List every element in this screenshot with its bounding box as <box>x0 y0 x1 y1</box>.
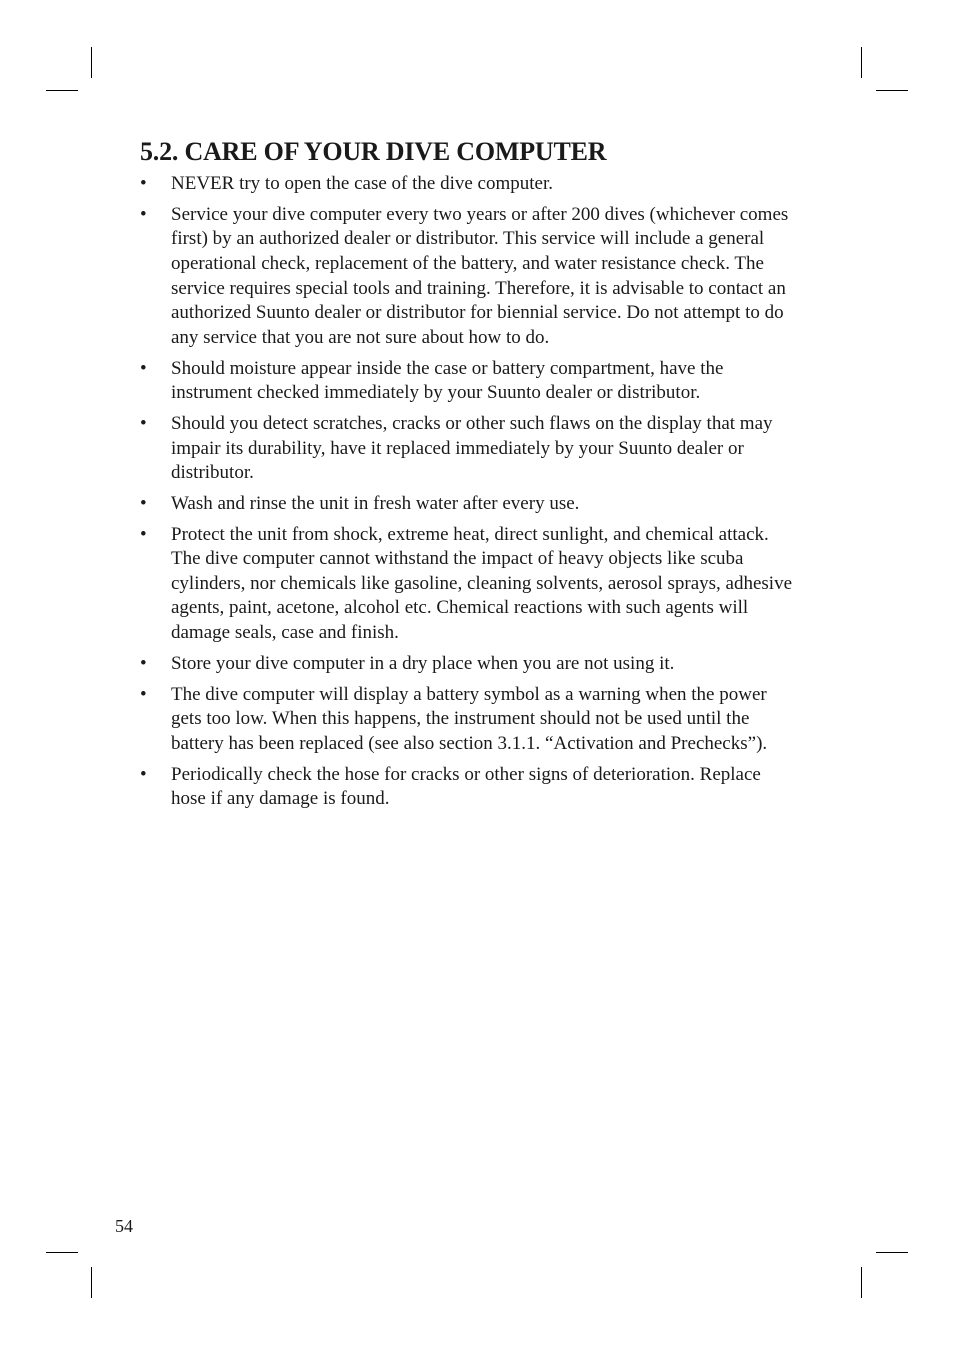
crop-mark-top-left-vertical <box>91 47 92 78</box>
bullet-icon: • <box>140 203 147 225</box>
bullet-icon: • <box>140 492 147 514</box>
bullet-icon: • <box>140 412 147 434</box>
bullet-icon: • <box>140 173 147 194</box>
crop-mark-bottom-right-horizontal <box>876 1252 908 1253</box>
list-item <box>140 203 800 351</box>
page-number: 54 <box>115 1216 133 1236</box>
list-item-text: NEVER try to open the case of the dive computer. <box>171 173 554 194</box>
crop-mark-bottom-left-horizontal <box>46 1252 78 1253</box>
bullet-icon: • <box>140 763 147 785</box>
list-item-text: The dive computer will display a battery symbol as a warning when the power gets too low. When this happens, the instrument should not be used until the battery has been replaced (see also section 3.1.1. “Activation and Prechecks”). <box>171 683 768 754</box>
crop-mark-bottom-left-vertical <box>91 1267 92 1298</box>
bullet-icon: • <box>140 523 147 545</box>
list-item <box>140 652 800 677</box>
care-instructions-list <box>140 172 800 818</box>
crop-mark-bottom-right-vertical <box>861 1267 862 1298</box>
bullet-icon: • <box>140 357 147 379</box>
list-item <box>140 357 800 406</box>
section-heading: 5.2. CARE OF YOUR DIVE COMPUTER <box>140 137 607 166</box>
crop-mark-top-right-horizontal <box>876 90 908 91</box>
list-item <box>140 683 800 757</box>
list-item-text: Service your dive computer every two years or after 200 dives (whichever comes first) by an authorized dealer or distributor. This service will include a general operational check, replacement of the battery, and water resistance check. The service requires special tools and training. Therefore, it is advisable to contact an authorized Suunto dealer or distributor for biennial service. Do not attempt to do any service that you are not sure about how to do. <box>171 203 789 348</box>
list-item <box>140 763 800 812</box>
list-item-text: Should you detect scratches, cracks or other such flaws on the display that may impair its durability, have it replaced immediately by your Suunto dealer or distributor. <box>171 412 773 484</box>
list-item <box>140 492 800 517</box>
list-item-text: Protect the unit from shock, extreme heat, direct sunlight, and chemical attack. The dive computer cannot withstand the impact of heavy objects like scuba cylinders, nor chemicals like gasoline, cleaning solvents, aerosol sprays, adhesive agents, paint, acetone, alcohol etc. Chemical reactions with such agents will damage seals, case and finish. <box>171 523 793 644</box>
list-item-text: Wash and rinse the unit in fresh water after every use. <box>171 492 580 514</box>
list-item-text: Should moisture appear inside the case or battery compartment, have the instrument checked immediately by your Suunto dealer or distributor. <box>171 357 724 404</box>
list-item <box>140 172 800 197</box>
bullet-icon: • <box>140 652 147 674</box>
crop-mark-top-right-vertical <box>861 47 862 78</box>
crop-mark-top-left-horizontal <box>46 90 78 91</box>
bullet-icon: • <box>140 683 147 705</box>
list-item-text: Store your dive computer in a dry place when you are not using it. <box>171 652 675 674</box>
list-item <box>140 412 800 486</box>
list-item <box>140 523 800 646</box>
list-item-text: Periodically check the hose for cracks or other signs of deterioration. Replace hose if any damage is found. <box>171 763 761 810</box>
